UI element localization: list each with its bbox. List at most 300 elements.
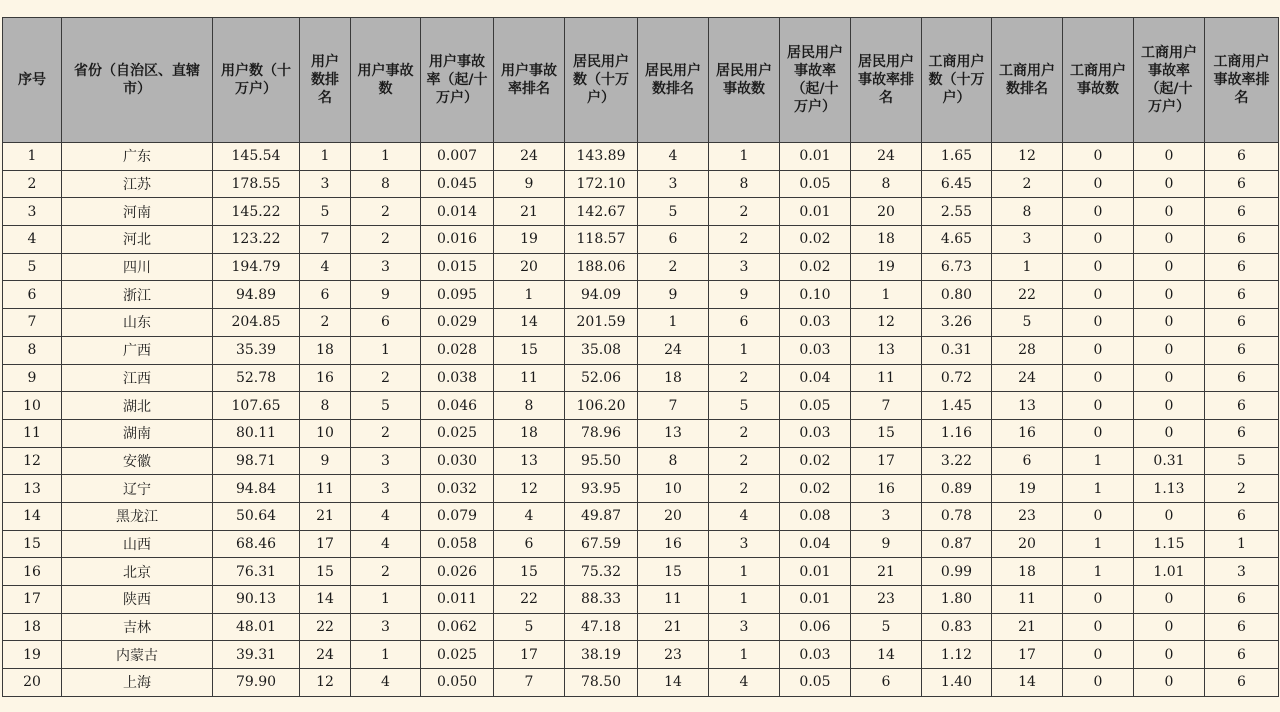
table-cell: 14: [3, 502, 62, 530]
table-cell: 1: [3, 143, 62, 171]
table-cell: 0: [1134, 502, 1205, 530]
table-cell: 93.95: [565, 475, 638, 503]
table-cell: 湖北: [62, 392, 213, 420]
table-cell: 21: [992, 613, 1063, 641]
table-cell: 10: [638, 475, 709, 503]
table-cell: 1.65: [922, 143, 992, 171]
table-cell: 6: [494, 530, 565, 558]
table-cell: 11: [3, 419, 62, 447]
table-cell: 19: [992, 475, 1063, 503]
table-cell: 24: [992, 364, 1063, 392]
column-header: 用户数排名: [300, 18, 351, 143]
table-cell: 2: [351, 419, 421, 447]
table-cell: 6: [1205, 226, 1279, 254]
table-cell: 6: [1205, 253, 1279, 281]
table-cell: 143.89: [565, 143, 638, 171]
table-cell: 山西: [62, 530, 213, 558]
table-cell: 4.65: [922, 226, 992, 254]
table-cell: 7: [300, 226, 351, 254]
table-cell: 3: [300, 170, 351, 198]
table-cell: 13: [638, 419, 709, 447]
table-cell: 11: [300, 475, 351, 503]
table-cell: 0: [1134, 281, 1205, 309]
table-cell: 20: [851, 198, 922, 226]
table-cell: 145.22: [213, 198, 300, 226]
table-cell: 0: [1134, 253, 1205, 281]
table-cell: 17: [494, 641, 565, 669]
table-cell: 1: [1063, 447, 1134, 475]
table-row: [3, 336, 1279, 364]
column-header: 用户数（十万户）: [213, 18, 300, 143]
table-cell: 6: [1205, 613, 1279, 641]
table-row: [3, 281, 1279, 309]
table-cell: 2: [351, 364, 421, 392]
table-cell: 201.59: [565, 309, 638, 337]
table-cell: 0.01: [780, 558, 851, 586]
table-cell: 68.46: [213, 530, 300, 558]
table-cell: 75.32: [565, 558, 638, 586]
table-cell: 0.079: [421, 502, 494, 530]
table-cell: 17: [851, 447, 922, 475]
table-cell: 23: [992, 502, 1063, 530]
table-cell: 12: [3, 447, 62, 475]
table-cell: 6: [638, 226, 709, 254]
table-cell: 广西: [62, 336, 213, 364]
table-cell: 14: [992, 669, 1063, 697]
table-cell: 0: [1063, 364, 1134, 392]
table-cell: 北京: [62, 558, 213, 586]
table-cell: 9: [638, 281, 709, 309]
table-cell: 9: [351, 281, 421, 309]
table-cell: 13: [494, 447, 565, 475]
table-cell: 0.050: [421, 669, 494, 697]
table-cell: 0: [1134, 613, 1205, 641]
table-cell: 14: [300, 586, 351, 614]
table-row: [3, 669, 1279, 697]
table-cell: 16: [992, 419, 1063, 447]
table-cell: 4: [300, 253, 351, 281]
table-row: [3, 475, 1279, 503]
table-cell: 11: [638, 586, 709, 614]
table-cell: 67.59: [565, 530, 638, 558]
table-cell: 0.02: [780, 253, 851, 281]
table-cell: 1: [351, 336, 421, 364]
table-cell: 2: [351, 226, 421, 254]
table-cell: 2: [709, 419, 780, 447]
table-cell: 0: [1063, 586, 1134, 614]
table-cell: 0.046: [421, 392, 494, 420]
table-row: [3, 198, 1279, 226]
table-cell: 3: [709, 253, 780, 281]
column-header: 序号: [3, 18, 62, 143]
table-cell: 8: [3, 336, 62, 364]
column-header: 工商用户事故率排名: [1205, 18, 1279, 143]
table-cell: 178.55: [213, 170, 300, 198]
table-cell: 118.57: [565, 226, 638, 254]
table-cell: 0: [1134, 669, 1205, 697]
table-cell: 145.54: [213, 143, 300, 171]
table-cell: 5: [351, 392, 421, 420]
table-cell: 3: [709, 613, 780, 641]
table-cell: 2: [1205, 475, 1279, 503]
table-cell: 38.19: [565, 641, 638, 669]
table-cell: 16: [300, 364, 351, 392]
column-header: 居民用户事故数: [709, 18, 780, 143]
table-cell: 50.64: [213, 502, 300, 530]
table-cell: 17: [300, 530, 351, 558]
table-cell: 0: [1134, 170, 1205, 198]
table-cell: 0.01: [780, 198, 851, 226]
table-cell: 2: [351, 198, 421, 226]
table-cell: 1: [851, 281, 922, 309]
table-cell: 35.08: [565, 336, 638, 364]
table-cell: 陕西: [62, 586, 213, 614]
table-row: [3, 419, 1279, 447]
column-header: 用户事故率（起/十万户）: [421, 18, 494, 143]
table-cell: 0.05: [780, 669, 851, 697]
table-cell: 0: [1134, 336, 1205, 364]
table-cell: 0.038: [421, 364, 494, 392]
table-cell: 7: [3, 309, 62, 337]
table-cell: 0: [1063, 613, 1134, 641]
table-cell: 3: [1205, 558, 1279, 586]
table-cell: 16: [638, 530, 709, 558]
column-header: 工商用户事故率（起/十万户）: [1134, 18, 1205, 143]
table-cell: 河南: [62, 198, 213, 226]
table-cell: 6: [1205, 198, 1279, 226]
table-cell: 2: [300, 309, 351, 337]
table-cell: 6: [709, 309, 780, 337]
table-cell: 3.26: [922, 309, 992, 337]
table-cell: 20: [638, 502, 709, 530]
table-cell: 23: [851, 586, 922, 614]
table-cell: 0.011: [421, 586, 494, 614]
table-cell: 15: [851, 419, 922, 447]
table-cell: 3: [351, 447, 421, 475]
table-cell: 0: [1134, 226, 1205, 254]
table-cell: 2: [709, 447, 780, 475]
table-cell: 13: [3, 475, 62, 503]
table-cell: 14: [494, 309, 565, 337]
table-cell: 9: [494, 170, 565, 198]
table-cell: 19: [494, 226, 565, 254]
table-cell: 1: [300, 143, 351, 171]
table-cell: 15: [3, 530, 62, 558]
table-cell: 0: [1134, 309, 1205, 337]
table-cell: 16: [851, 475, 922, 503]
table-cell: 0.05: [780, 392, 851, 420]
table-cell: 18: [300, 336, 351, 364]
table-cell: 15: [494, 558, 565, 586]
table-cell: 0.01: [780, 143, 851, 171]
table-cell: 10: [3, 392, 62, 420]
table-cell: 四川: [62, 253, 213, 281]
table-cell: 5: [638, 198, 709, 226]
table-cell: 0: [1063, 669, 1134, 697]
table-cell: 吉林: [62, 613, 213, 641]
table-cell: 0.032: [421, 475, 494, 503]
table-cell: 2: [3, 170, 62, 198]
table-cell: 24: [638, 336, 709, 364]
column-header: 居民用户事故率（起/十万户）: [780, 18, 851, 143]
table-cell: 0: [1134, 364, 1205, 392]
table-cell: 0.095: [421, 281, 494, 309]
table-cell: 8: [351, 170, 421, 198]
table-row: [3, 392, 1279, 420]
table-cell: 6: [1205, 641, 1279, 669]
table-cell: 6: [992, 447, 1063, 475]
table-cell: 0.99: [922, 558, 992, 586]
table-cell: 0.03: [780, 641, 851, 669]
table-cell: 6: [1205, 364, 1279, 392]
table-cell: 2: [992, 170, 1063, 198]
table-cell: 0.015: [421, 253, 494, 281]
data-table: [2, 17, 1279, 697]
table-row: [3, 586, 1279, 614]
table-cell: 6: [1205, 502, 1279, 530]
table-cell: 6: [1205, 170, 1279, 198]
table-cell: 0.045: [421, 170, 494, 198]
table-cell: 4: [351, 669, 421, 697]
table-cell: 6: [300, 281, 351, 309]
table-cell: 0: [1063, 336, 1134, 364]
table-cell: 12: [300, 669, 351, 697]
table-row: [3, 641, 1279, 669]
table-cell: 15: [300, 558, 351, 586]
table-cell: 39.31: [213, 641, 300, 669]
table-cell: 52.78: [213, 364, 300, 392]
header-row: [3, 18, 1279, 143]
table-cell: 5: [1205, 447, 1279, 475]
table-cell: 0: [1063, 419, 1134, 447]
table-cell: 107.65: [213, 392, 300, 420]
table-cell: 6.73: [922, 253, 992, 281]
table-cell: 0.03: [780, 419, 851, 447]
table-cell: 0: [1063, 170, 1134, 198]
table-cell: 0.02: [780, 475, 851, 503]
table-cell: 0: [1063, 309, 1134, 337]
table-cell: 0: [1063, 253, 1134, 281]
table-cell: 106.20: [565, 392, 638, 420]
table-cell: 1.13: [1134, 475, 1205, 503]
table-cell: 21: [638, 613, 709, 641]
table-cell: 5: [494, 613, 565, 641]
table-cell: 0.83: [922, 613, 992, 641]
table-cell: 0.02: [780, 226, 851, 254]
table-cell: 8: [300, 392, 351, 420]
table-cell: 0.026: [421, 558, 494, 586]
table-cell: 14: [851, 641, 922, 669]
table-cell: 1: [709, 641, 780, 669]
table-cell: 18: [494, 419, 565, 447]
table-cell: 88.33: [565, 586, 638, 614]
column-header: 省份（自治区、直辖市）: [62, 18, 213, 143]
table-cell: 98.71: [213, 447, 300, 475]
table-cell: 0: [1063, 281, 1134, 309]
table-cell: 1: [709, 336, 780, 364]
table-cell: 8: [494, 392, 565, 420]
table-cell: 194.79: [213, 253, 300, 281]
table-cell: 3: [351, 475, 421, 503]
table-cell: 6.45: [922, 170, 992, 198]
table-cell: 湖南: [62, 419, 213, 447]
table-cell: 1: [992, 253, 1063, 281]
table-cell: 1.80: [922, 586, 992, 614]
table-cell: 94.89: [213, 281, 300, 309]
table-cell: 7: [851, 392, 922, 420]
table-cell: 4: [351, 502, 421, 530]
table-cell: 0.10: [780, 281, 851, 309]
table-cell: 28: [992, 336, 1063, 364]
table-cell: 22: [494, 586, 565, 614]
table-cell: 11: [992, 586, 1063, 614]
table-cell: 4: [709, 669, 780, 697]
table-cell: 1: [1063, 530, 1134, 558]
table-cell: 0: [1134, 143, 1205, 171]
table-cell: 52.06: [565, 364, 638, 392]
table-cell: 95.50: [565, 447, 638, 475]
table-cell: 8: [709, 170, 780, 198]
column-header: 工商用户数排名: [992, 18, 1063, 143]
table-cell: 1.16: [922, 419, 992, 447]
table-cell: 1: [709, 586, 780, 614]
table-cell: 0.31: [1134, 447, 1205, 475]
table-cell: 9: [3, 364, 62, 392]
table-cell: 49.87: [565, 502, 638, 530]
table-cell: 0: [1063, 143, 1134, 171]
table-cell: 12: [992, 143, 1063, 171]
table-cell: 0: [1134, 641, 1205, 669]
table-cell: 6: [1205, 281, 1279, 309]
table-cell: 5: [851, 613, 922, 641]
table-cell: 1.01: [1134, 558, 1205, 586]
table-row: [3, 309, 1279, 337]
table-row: [3, 447, 1279, 475]
table-cell: 2: [638, 253, 709, 281]
table-cell: 8: [638, 447, 709, 475]
table-cell: 9: [851, 530, 922, 558]
table-cell: 12: [494, 475, 565, 503]
table-cell: 0: [1134, 198, 1205, 226]
table-cell: 19: [3, 641, 62, 669]
table-cell: 35.39: [213, 336, 300, 364]
table-cell: 8: [851, 170, 922, 198]
table-row: [3, 364, 1279, 392]
table-cell: 7: [638, 392, 709, 420]
table-cell: 上海: [62, 669, 213, 697]
table-cell: 1: [1063, 558, 1134, 586]
table-cell: 15: [494, 336, 565, 364]
table-cell: 山东: [62, 309, 213, 337]
table-cell: 12: [851, 309, 922, 337]
table-cell: 0.029: [421, 309, 494, 337]
table-cell: 5: [300, 198, 351, 226]
table-cell: 6: [1205, 143, 1279, 171]
table-cell: 188.06: [565, 253, 638, 281]
table-cell: 20: [992, 530, 1063, 558]
table-cell: 15: [638, 558, 709, 586]
table-cell: 辽宁: [62, 475, 213, 503]
table-cell: 0.007: [421, 143, 494, 171]
table-cell: 14: [638, 669, 709, 697]
table-cell: 6: [851, 669, 922, 697]
table-cell: 172.10: [565, 170, 638, 198]
table-cell: 3: [638, 170, 709, 198]
table-cell: 0.78: [922, 502, 992, 530]
table-cell: 广东: [62, 143, 213, 171]
table-cell: 8: [992, 198, 1063, 226]
table-cell: 2: [351, 558, 421, 586]
table-cell: 79.90: [213, 669, 300, 697]
table-cell: 6: [1205, 392, 1279, 420]
table-cell: 11: [851, 364, 922, 392]
table-cell: 0.72: [922, 364, 992, 392]
table-cell: 江西: [62, 364, 213, 392]
table-cell: 1.40: [922, 669, 992, 697]
table-cell: 11: [494, 364, 565, 392]
table-cell: 1: [351, 641, 421, 669]
table-cell: 2: [709, 364, 780, 392]
table-cell: 0: [1063, 226, 1134, 254]
table-cell: 1.15: [1134, 530, 1205, 558]
table-cell: 7: [494, 669, 565, 697]
table-cell: 0.04: [780, 364, 851, 392]
table-cell: 0: [1134, 586, 1205, 614]
table-row: [3, 143, 1279, 171]
table-cell: 9: [300, 447, 351, 475]
table-cell: 0.08: [780, 502, 851, 530]
table-cell: 3: [351, 613, 421, 641]
table-cell: 0.03: [780, 336, 851, 364]
table-cell: 20: [3, 669, 62, 697]
table-cell: 5: [709, 392, 780, 420]
table-cell: 0.05: [780, 170, 851, 198]
table-cell: 18: [638, 364, 709, 392]
table-cell: 河北: [62, 226, 213, 254]
table-cell: 内蒙古: [62, 641, 213, 669]
table-cell: 47.18: [565, 613, 638, 641]
table-cell: 0.014: [421, 198, 494, 226]
table-cell: 0.062: [421, 613, 494, 641]
table-cell: 2: [709, 475, 780, 503]
table-cell: 0.025: [421, 419, 494, 447]
table-row: [3, 558, 1279, 586]
table-cell: 0: [1063, 392, 1134, 420]
table-cell: 1: [709, 143, 780, 171]
table-cell: 2.55: [922, 198, 992, 226]
column-header: 用户事故数: [351, 18, 421, 143]
table-cell: 123.22: [213, 226, 300, 254]
table-cell: 1: [351, 143, 421, 171]
table-cell: 3: [709, 530, 780, 558]
table-cell: 4: [638, 143, 709, 171]
table-cell: 1.12: [922, 641, 992, 669]
table-row: [3, 253, 1279, 281]
table-cell: 5: [992, 309, 1063, 337]
table-cell: 3: [3, 198, 62, 226]
table-cell: 22: [992, 281, 1063, 309]
table-cell: 0.04: [780, 530, 851, 558]
table-cell: 0.016: [421, 226, 494, 254]
table-cell: 0.028: [421, 336, 494, 364]
table-cell: 2: [709, 198, 780, 226]
table-cell: 0.03: [780, 309, 851, 337]
table-cell: 0.025: [421, 641, 494, 669]
table-cell: 1.45: [922, 392, 992, 420]
table-cell: 21: [300, 502, 351, 530]
table-cell: 安徽: [62, 447, 213, 475]
column-header: 工商用户数（十万户）: [922, 18, 992, 143]
